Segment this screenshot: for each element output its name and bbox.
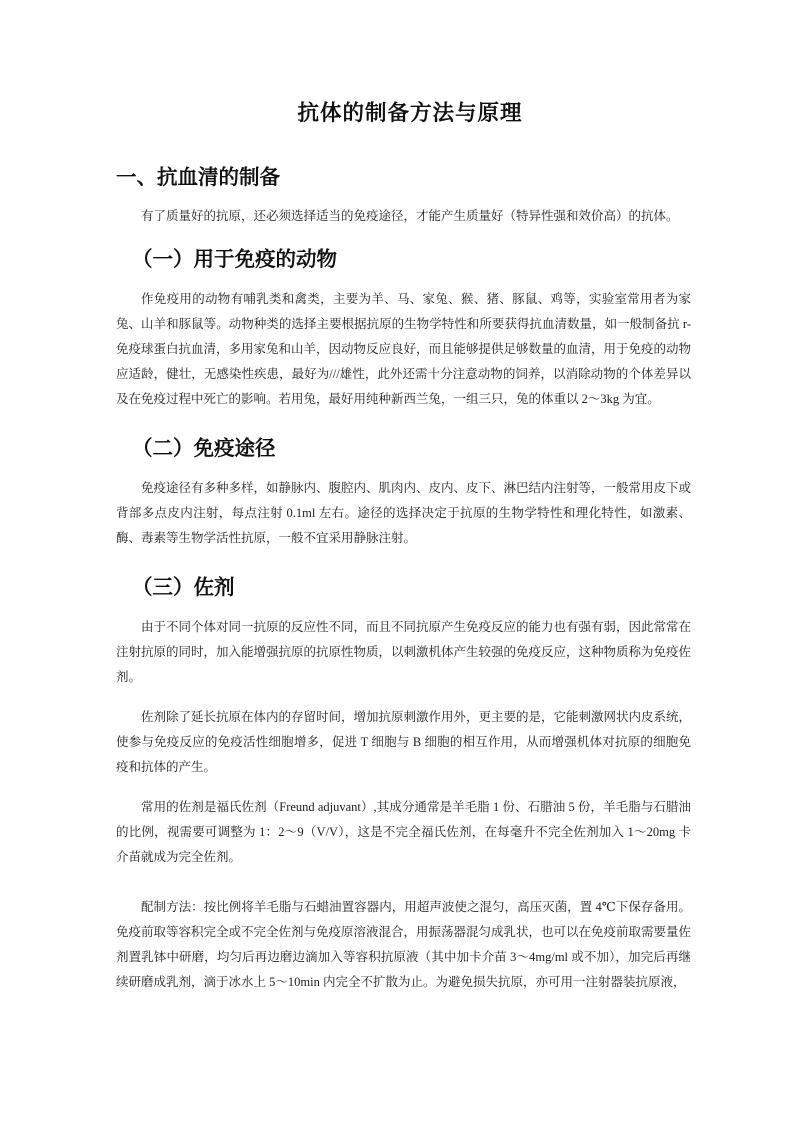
paragraph-adjuvant-mechanism: 佐剂除了延长抗原在体内的存留时间，增加抗原刺激作用外，更主要的是，它能刺激网状内皮系统，使参与免疫反应的免疫活性细胞增多，促进 T 细胞与 B 细胞的相互作用，从而增强机体对抗原的细胞免疫和抗体的产生。 [116,710,692,774]
sub-heading-animals-for-immunization: （一）用于免疫的动物 [132,249,337,271]
document-title: 抗体的制备方法与原理 [297,101,523,125]
paragraph-animals: 作免疫用的动物有哺乳类和禽类，主要为羊、马、家兔、猴、猪、豚鼠、鸡等，实验室常用者为家兔、山羊和豚鼠等。动物种类的选择主要根据抗原的生物学特性和所要获得抗血清数量，如一般制备抗 r-免疫球蛋白抗血清，多用家兔和山羊，因动物反应良好，而且能够提供足够数量的血清，用于免疫的动物应适龄，健壮，无感染性疾患，最好为///雄性，此外还需十分注意动物的饲养，以消除动物的个体差异以及在免疫过程中死亡的影响。若用兔，最好用纯种新西兰兔，一组三只，兔的体重以 2～3kg 为宜。 [116,292,692,406]
section-heading-antiserum-preparation: 一、抗血清的制备 [116,167,280,189]
paragraph-routes: 免疫途径有多种多样，如静脉内、腹腔内、肌肉内、皮内、皮下、淋巴结内注射等，一般常用皮下或背部多点皮内注射，每点注射 0.1ml 左右。途径的选择决定于抗原的生物学特性和理化特性，如激素、酶、毒素等生物学活性抗原，一般不宜采用静脉注射。 [116,481,692,545]
paragraph-preparation-method: 配制方法：按比例将羊毛脂与石蜡油置容器内，用超声波使之混匀，高压灭菌，置 4℃下保存备用。免疫前取等容积完全或不完全佐剂与免疫原溶液混合，用振荡器混匀成乳状，也可以在免疫前取需要量佐剂置乳钵中研磨，均匀后再边磨边滴加入等容积抗原液（其中加卡介苗 3～4mg/ml 或不加），加完后再继续研磨成乳剂，滴于冰水上 5～10min 内完全不扩散为止。为避免损失抗原，亦可用一注射器装抗原液， [116,900,692,989]
document-body [116,99,691,995]
sub-heading-immunization-routes: （二）免疫途径 [132,438,276,460]
paragraph-adjuvant-purpose: 由于不同个体对同一抗原的反应性不同，而且不同抗原产生免疫反应的能力也有强有弱，因此常常在注射抗原的同时，加入能增强抗原的抗原性物质，以刺激机体产生较强的免疫反应，这种物质称为免疫佐剂。 [116,620,692,684]
paragraph-intro: 有了质量好的抗原，还必须选择适当的免疫途径，才能产生质量好（特异性强和效价高）的抗体。 [141,209,679,223]
paragraph-freund-adjuvant: 常用的佐剂是福氏佐剂（Freund adjuvant）,其成分通常是羊毛脂 1 份、石腊油 5 份，羊毛脂与石腊油的比例，视需要可调整为 1：2～9（V/V），这是不完全福氏佐剂，在每毫升不完全佐剂加入 1～20mg 卡介苗就成为完全佐剂。 [116,800,691,864]
sub-heading-adjuvant: （三）佐剂 [132,577,235,599]
